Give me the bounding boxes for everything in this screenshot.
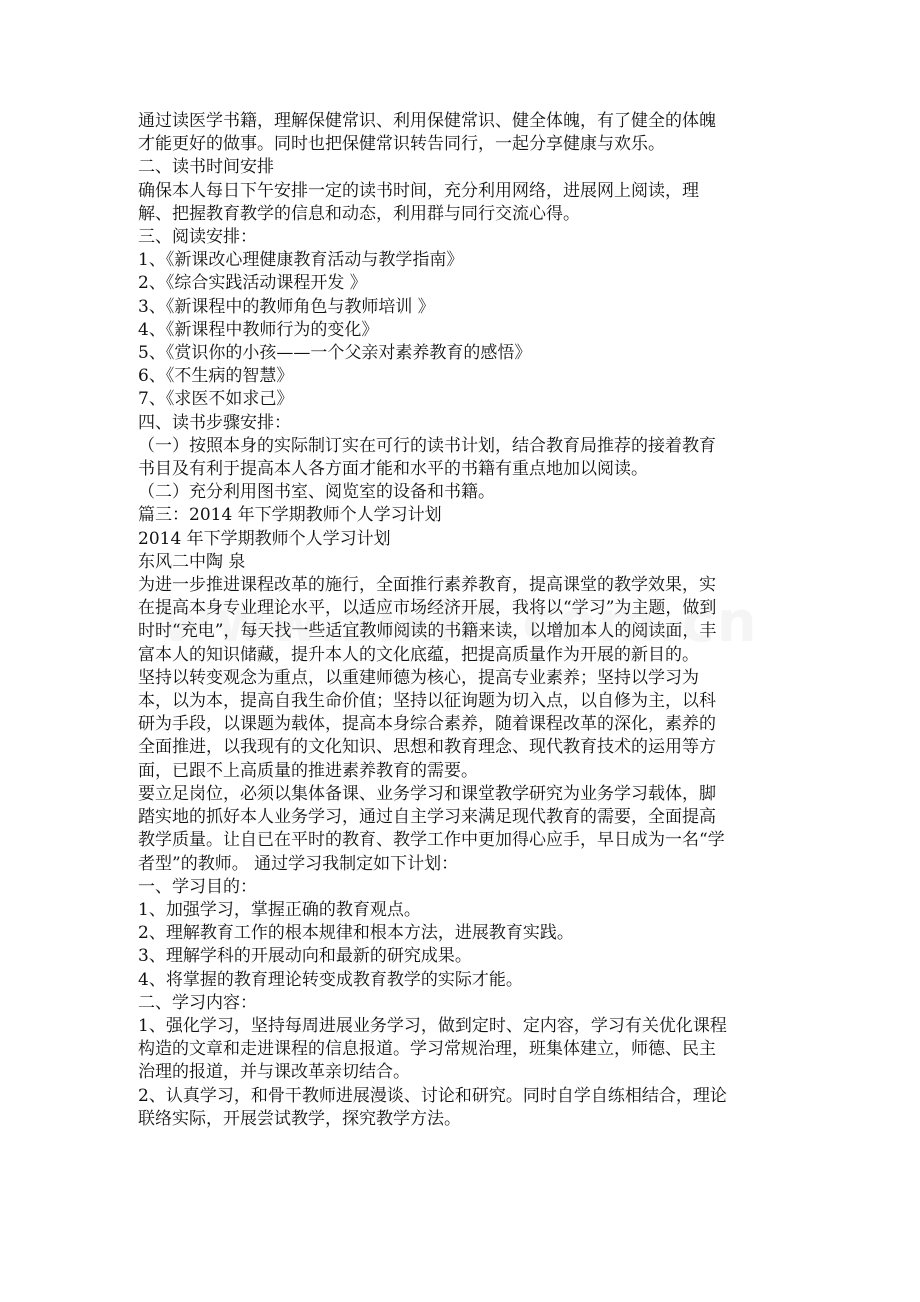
text-line: 三、阅读安排： xyxy=(138,227,257,248)
text-line: 4、《新课程中教师行为的变化》 xyxy=(138,319,379,340)
text-line: （一）按照本身的实际制订实在可行的读书计划，结合教育局推荐的接着教育 xyxy=(138,435,716,456)
text-line: 要立足岗位，必须以集体备课、业务学习和课堂教学研究为业务学习载体，脚 xyxy=(138,783,716,804)
text-line: 才能更好的做事。同时也把保健常识转告同行，一起分享健康与欢乐。 xyxy=(138,134,665,155)
text-line: 2、认真学习，和骨干教师进展漫谈、讨论和研究。同时自学自练相结合，理论 xyxy=(138,1085,727,1106)
text-line: 6、《不生病的智慧》 xyxy=(138,366,294,387)
text-line: 2014 年下学期教师个人学习计划 xyxy=(138,528,391,549)
text-line: 2、理解教育工作的根本规律和根本方法，进展教育实践。 xyxy=(138,923,574,944)
text-line: 在提高本身专业理论水平，以适应市场经济开展，我将以“学习”为主题，做到 xyxy=(138,598,717,619)
text-line: 构造的文章和走进课程的信息报道。学习常规治理，班集体建立，师德、民主 xyxy=(138,1039,716,1060)
text-line: 者型”的教师。 通过学习我制定如下计划： xyxy=(138,853,459,874)
text-line: 3、《新课程中的教师角色与教师培训 》 xyxy=(138,296,435,317)
text-line: （二）充分利用图书室、阅览室的设备和书籍。 xyxy=(138,482,495,503)
text-line: 确保本人每日下午安排一定的读书时间，充分利用网络，进展网上阅读，理 xyxy=(138,180,699,201)
text-line: 四、读书步骤安排： xyxy=(138,412,291,433)
text-line: 一、学习目的： xyxy=(138,876,257,897)
text-line: 教学质量。让自已在平时的教育、教学工作中更加得心应手，早日成为一名“学 xyxy=(138,830,725,851)
text-line: 东风二中陶 泉 xyxy=(138,551,246,572)
text-line: 1、《新课改心理健康教育活动与教学指南》 xyxy=(138,250,464,271)
text-line: 1、强化学习，坚持每周进展业务学习，做到定时、定内容，学习有关优化课程 xyxy=(138,1015,727,1036)
document-body xyxy=(138,110,788,1131)
text-line: 为进一步推进课程改革的施行，全面推行素养教育，提高课堂的教学效果，实 xyxy=(138,575,716,596)
text-line: 面，已跟不上高质量的推进素养教育的需要。 xyxy=(138,760,478,781)
text-line: 研为手段，以课题为载体，提高本身综合素养，随着课程改革的深化，素养的 xyxy=(138,714,716,735)
text-line: 二、读书时间安排 xyxy=(138,157,274,178)
text-line: 3、理解学科的开展动向和最新的研究成果。 xyxy=(138,946,472,967)
text-line: 坚持以转变观念为重点，以重建师德为核心，提高专业素养；坚持以学习为 xyxy=(138,667,699,688)
text-line: 篇三：2014 年下学期教师个人学习计划 xyxy=(138,505,442,526)
text-line: 联络实际，开展尝试教学，探究教学方法。 xyxy=(138,1108,461,1129)
text-line: 解、把握教育教学的信息和动态，利用群与同行交流心得。 xyxy=(138,203,580,224)
text-line: 时时“充电”，每天找一些适宜教师阅读的书籍来读，以增加本人的阅读面，丰 xyxy=(138,621,717,642)
text-line: 全面推进，以我现有的文化知识、思想和教育理念、现代教育技术的运用等方 xyxy=(138,737,716,758)
text-line: 4、将掌握的教育理论转变成教育教学的实际才能。 xyxy=(138,969,523,990)
text-line: 7、《求医不如求己》 xyxy=(138,389,294,410)
text-line: 本，以为本，提高自我生命价值；坚持以征询题为切入点，以自修为主，以科 xyxy=(138,691,716,712)
text-line: 1、加强学习，掌握正确的教育观点。 xyxy=(138,899,421,920)
text-line: 踏实地的抓好本人业务学习，通过自主学习来满足现代教育的需要，全面提高 xyxy=(138,807,716,828)
text-line: 二、学习内容： xyxy=(138,992,257,1013)
text-line: 通过读医学书籍，理解保健常识、利用保健常识、健全体魄，有了健全的体魄 xyxy=(138,111,716,131)
text-line: 书目及有利于提高本人各方面才能和水平的书籍有重点地加以阅读。 xyxy=(138,459,648,480)
text-line: 2、《综合实践活动课程开发 》 xyxy=(138,273,367,294)
text-line: 富本人的知识储藏，提升本人的文化底蕴，把提高质量作为开展的新目的。 xyxy=(138,644,699,665)
text-line: 治理的报道，并与课改革亲切结合。 xyxy=(138,1062,410,1083)
text-line: 5、《赏识你的小孩——一个父亲对素养教育的感悟》 xyxy=(138,343,532,364)
